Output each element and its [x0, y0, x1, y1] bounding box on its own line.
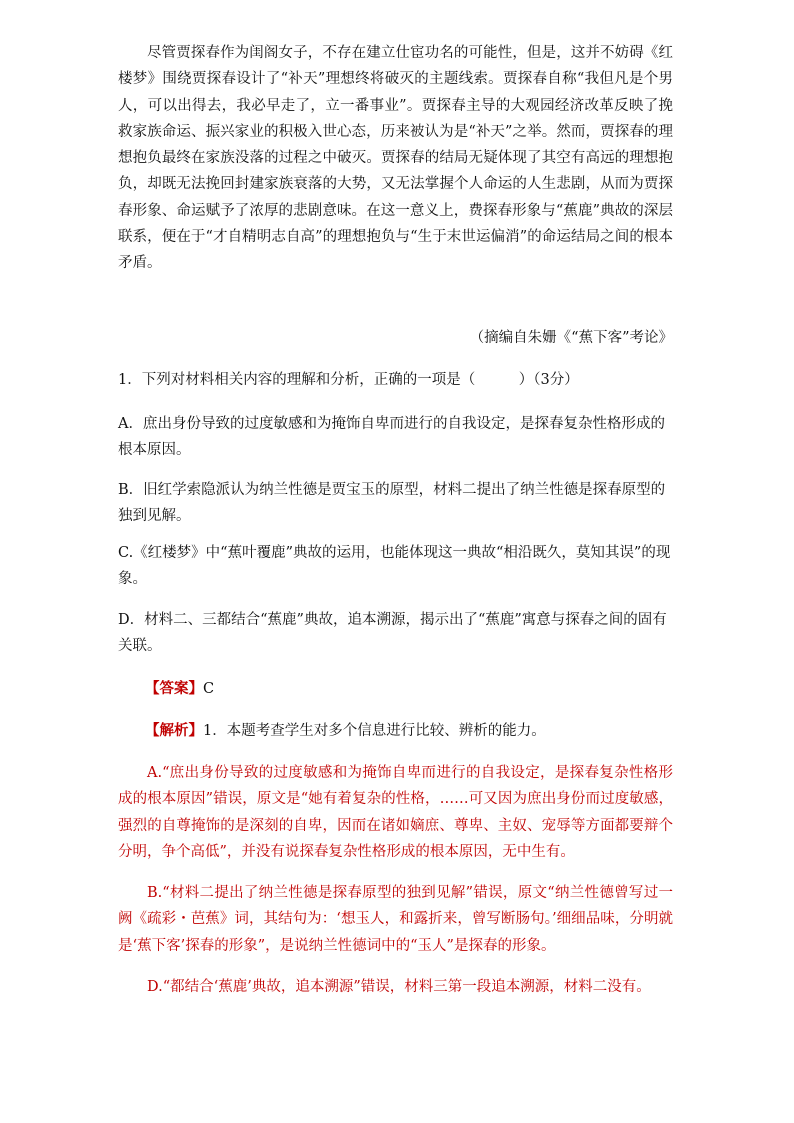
analysis-intro: 1．本题考查学生对多个信息进行比较、辨析的能力。	[203, 723, 546, 739]
analysis-tag: 【解析】	[145, 722, 203, 739]
answer-tag: 【答案】	[145, 680, 203, 697]
option-c: C.《红楼梦》中“蕉叶覆鹿”典故的运用，也能体现这一典故“相沿既久，莫知其误”的现象。	[118, 545, 671, 588]
passage-source: （摘编自朱姗《“蕉下客”考论》	[469, 330, 673, 346]
passage-paragraph: 尽管贾探春作为闺阁女子，不存在建立仕宦功名的可能性，但是，这并不妨碍《红楼梦》围绕贾探春设计了“补天”理想终将破灭的主题线索。贾探春自称“我但凡是个男人，可以出得去，我必早走了，立一番事业”。贾探春主导的大观园经济改革反映了挽救家族命运、振兴家业的积极入世心态，历来被认为是“补天”之举。然而，贾探春的理想抱负最终在家族没落的过程之中破灭。贾探春的结局无疑体现了其空有高远的理想抱负，却既无法挽回封建家族衰落的大势，又无法掌握个人命运的人生悲剧，从而为贾探春形象、命运赋予了浓厚的悲剧意味。在这一意义上，费探春形象与“蕉鹿”典故的深层联系，便在于“才自精明志自高”的理想抱负与“生于末世运偏消”的命运结局之间的根本矛盾。	[118, 45, 673, 272]
answer-value: C	[203, 681, 215, 697]
analysis-option-d: D.“都结合‘蕉鹿’典故，追本溯源”错误，材料三第一段追本溯源，材料二没有。	[147, 979, 651, 995]
analysis-option-b: B.“材料二提出了纳兰性德是探春原型的独到见解”错误，原文“纳兰性德曾写过一阙《疏彩・芭蕉》词，其结句为：‘想玉人，和露折来，曾写断肠句。’细细品味，分明就是‘蕉下客’探春的形象”，是说纳兰性德词中的“玉人”是探春的形象。	[118, 885, 673, 954]
analysis-option-a: A.“庶出身份导致的过度敏感和为掩饰自卑而进行的自我设定，是探春复杂性格形成的根本原因”错误，原文是“她有着复杂的性格，……可又因为庶出身份而过度敏感，强烈的自尊掩饰的是深刻的自卑，因而在诸如嫡庶、尊卑、主奴、宠辱等方面都要辩个分明，争个高低”，并没有说探春复杂性格形成的根本原因，无中生有。	[118, 765, 673, 860]
option-b: B．旧红学索隐派认为纳兰性德是贾宝玉的原型，材料二提出了纳兰性德是探春原型的独到见解。	[118, 482, 666, 525]
answer-line	[145, 677, 214, 698]
option-a: A．庶出身份导致的过度敏感和为掩饰自卑而进行的自我设定，是探春复杂性格形成的根本原因。	[118, 416, 665, 459]
analysis-line	[145, 719, 546, 740]
option-d: D．材料二、三都结合“蕉鹿”典故，追本溯源，揭示出了“蕉鹿”寓意与探春之间的固有关联。	[118, 612, 667, 655]
question-stem: 1．下列对材料相关内容的理解和分析，正确的一项是（ ）（3分）	[118, 372, 579, 388]
